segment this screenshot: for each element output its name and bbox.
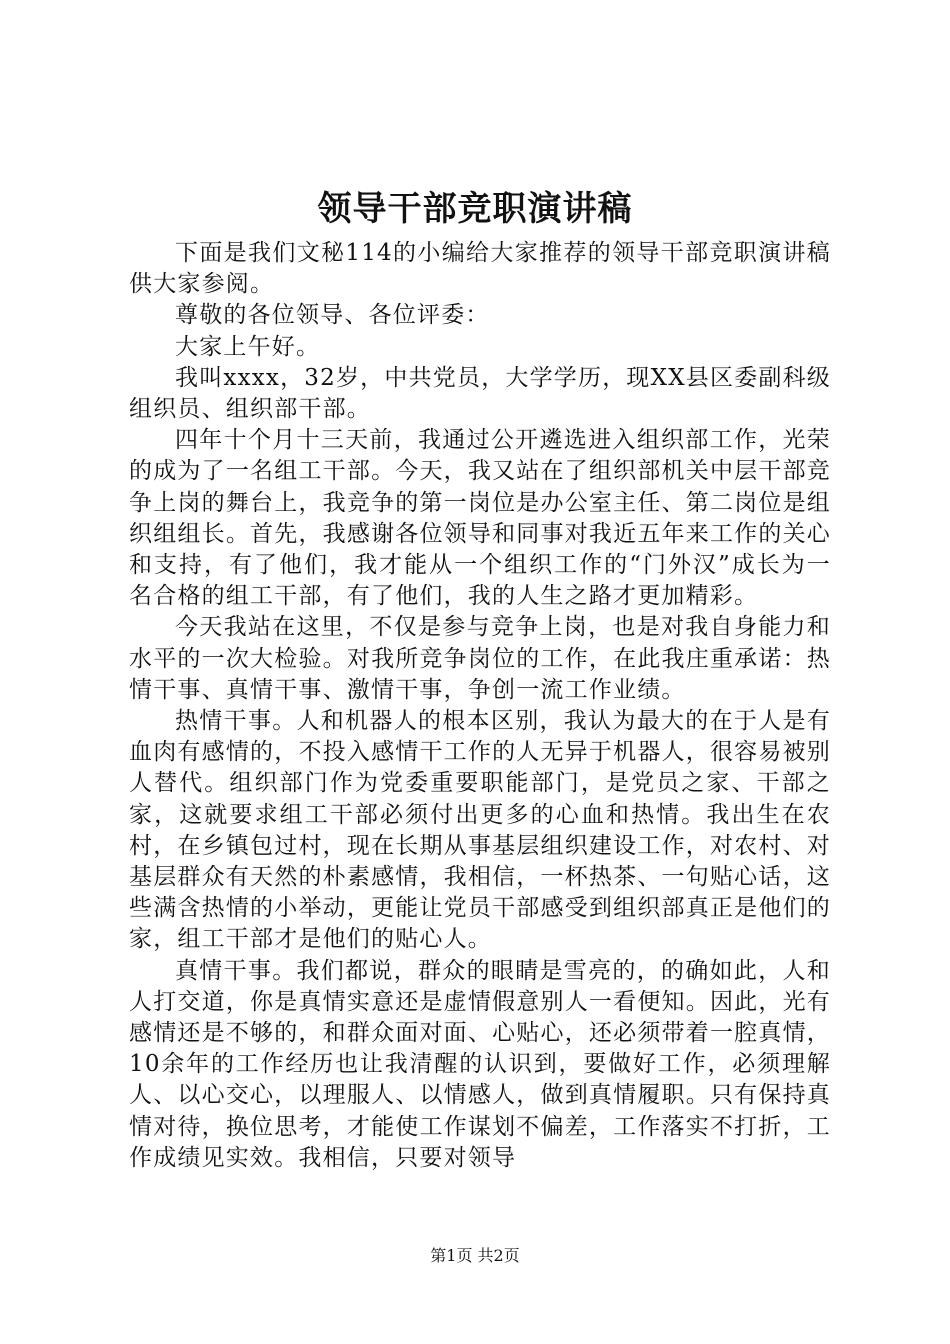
paragraph-self-introduction: 我叫xxxx，32岁，中共党员，大学学历，现XX县区委副科级组织员、组织部干部。 (129, 364, 831, 423)
document-body (129, 238, 831, 1174)
paragraph-intro: 下面是我们文秘114的小编给大家推荐的领导干部竞职演讲稿供大家参阅。 (129, 240, 831, 298)
paragraph-greeting: 大家上午好。 (175, 333, 321, 360)
document-title: 领导干部竞职演讲稿 (317, 189, 633, 229)
paragraph-background: 四年十个月十三天前，我通过公开遴选进入组织部工作，光荣的成为了一名组工干部。今天，我又站在了组织部机关中层干部竞争上岗的舞台上，我竞争的第一岗位是办公室主任、第二岗位是组织组组长。首先，我感谢各位领导和同事对我近五年来工作的关心和支持，有了他们，我才能从一个组织工作的“门外汉”成长为一名合格的组工干部，有了他们，我的人生之路才更加精彩。 (129, 427, 831, 610)
paragraph-salutation: 尊敬的各位领导、各位评委： (175, 302, 490, 329)
page-number-footer: 第1页 共2页 (430, 1246, 520, 1265)
paragraph-passion: 热情干事。人和机器人的根本区别，我认为最大的在于人是有血肉有感情的，不投入感情干工作的人无异于机器人，很容易被别人替代。组织部门作为党委重要职能部门，是党员之家、干部之家，这就要求组工干部必须付出更多的心血和热情。我出生在农村，在乡镇包过村，现在长期从事基层组织建设工作，对农村、对基层群众有天然的朴素感情，我相信，一杯热茶、一句贴心话，这些满含热情的小举动，更能让党员干部感受到组织部真正是他们的家，组工干部才是他们的贴心人。 (129, 708, 831, 953)
paragraph-sincerity: 真情干事。我们都说，群众的眼睛是雪亮的，的确如此，人和人打交道，你是真情实意还是虚情假意别人一看便知。因此，光有感情还是不够的，和群众面对面、心贴心，还必须带着一腔真情，10余年的工作经历也让我清醒的认识到，要做好工作，必须理解人、以心交心，以理服人、以情感人，做到真情履职。只有保持真情对待，换位思考，才能使工作谋划不偏差，工作落实不打折，工作成绩见实效。我相信，只要对领导 (129, 957, 831, 1171)
paragraph-commitment: 今天我站在这里，不仅是参与竞争上岗，也是对我自身能力和水平的一次大检验。对我所竞争岗位的工作，在此我庄重承诺：热情干事、真情干事、激情干事，争创一流工作业绩。 (129, 614, 831, 703)
